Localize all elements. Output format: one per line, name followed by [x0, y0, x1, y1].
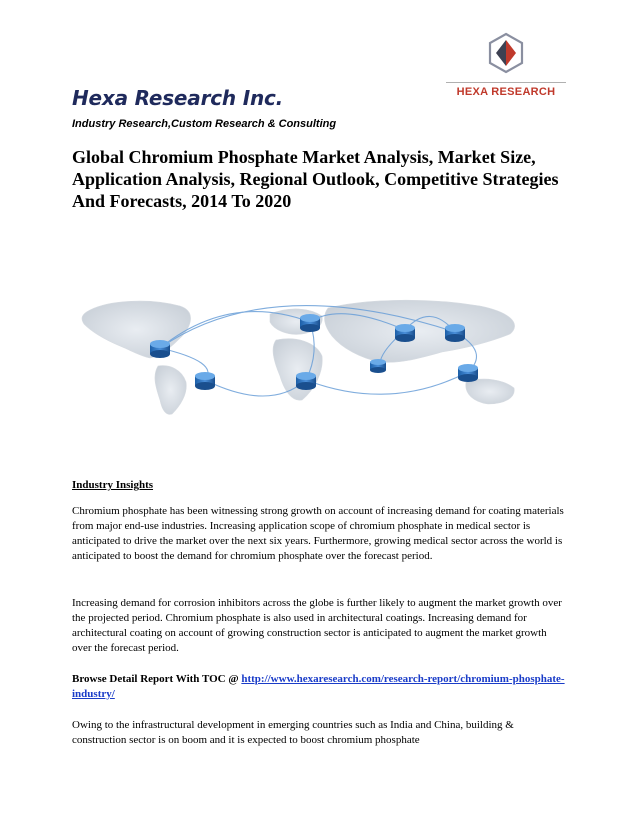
database-icon — [195, 372, 215, 390]
database-icon — [150, 340, 170, 358]
report-title: Global Chromium Phosphate Market Analysis, Market Size, Application Analysis, Regional Outlook, Competitive Strategies And Forecasts, 2014 To 2020 — [72, 147, 559, 211]
database-icon — [300, 314, 320, 332]
database-icon — [445, 324, 465, 342]
logo-divider — [446, 82, 566, 83]
industry-insights-heading: Industry Insights — [72, 479, 154, 491]
company-name: Hexa Research Inc. — [72, 86, 284, 110]
browse-report-line — [72, 672, 566, 702]
company-tagline: Industry Research,Custom Research & Consulting — [72, 118, 337, 130]
continents — [82, 300, 515, 414]
database-icon — [395, 324, 415, 342]
insights-paragraph-1: Chromium phosphate has been witnessing strong growth on account of increasing demand for coating materials from major end-use industries. Increasing application scope of chromium phosphate in medical sector is anticipated to drive the market over the next six years. Furthermore, growing medical sector across the world is anticipated to boost the demand for chromium phosphate over the forecast period. — [72, 505, 564, 562]
database-icon — [370, 359, 386, 373]
database-icon — [296, 372, 316, 390]
hexagon-logo-icon — [446, 30, 566, 82]
database-icon — [458, 364, 478, 382]
browse-label: Browse Detail Report With TOC @ — [72, 673, 242, 685]
report-link[interactable]: http://www.hexaresearch.com/research-report/chromium-phosphate-industry/ — [72, 673, 565, 700]
world-map-network-image — [70, 292, 568, 418]
insights-paragraph-3: Owing to the infrastructural development in emerging countries such as India and China, building & construction sector is on boom and it is expected to boost chromium phosphate — [72, 719, 514, 746]
hexa-research-logo — [446, 30, 566, 104]
logo-text: HEXA RESEARCH — [456, 86, 556, 98]
insights-paragraph-2: Increasing demand for corrosion inhibitors across the globe is further likely to augment the market growth over the projected period. Chromium phosphate is also used in architectural coatings. Increasing demand for architectural coating on account of growing construction sector is anticipated to augment the market growth over the forecast period. — [72, 597, 562, 654]
